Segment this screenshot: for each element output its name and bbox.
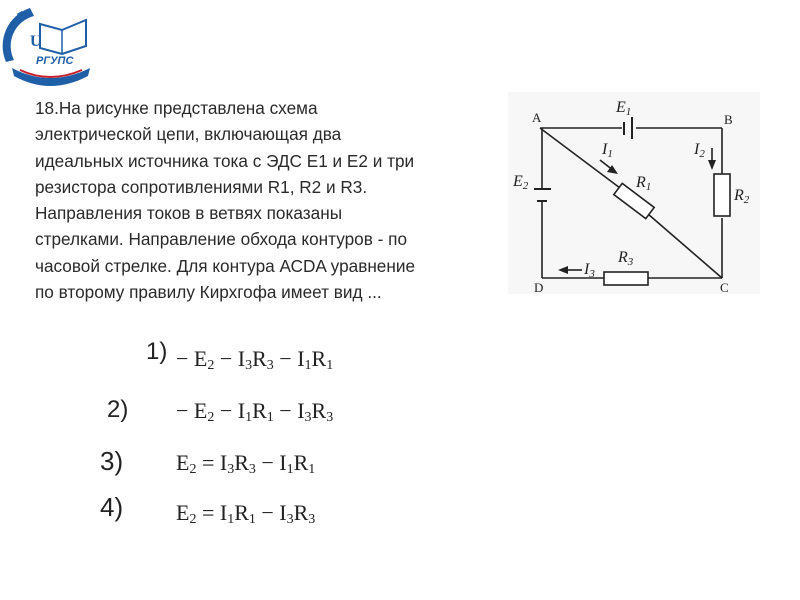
- option-3-formula[interactable]: $E_2 = I_3R_3 - I_1R_1$: [176, 450, 316, 477]
- i3-label: I3: [584, 261, 595, 280]
- logo-letter: U: [30, 33, 42, 50]
- question-text: 18.На рисунке представлена схема электрической цепи, включающая два идеальных источника тока с ЭДС Е1 и Е2 и три резистора сопротивлениями R1, R2 и R3. Направления токов в ветвях показаны стрелками. Направление обхода контуров - по часовой стрелке. Для контура АСDA уравнение по второму правилу Кирхгофа имеет вид ...: [35, 98, 416, 303]
- option-4-number[interactable]: 4): [100, 492, 124, 522]
- r3-label: R3: [618, 249, 634, 268]
- r2-resistor: [714, 174, 730, 216]
- i2-arrow: [708, 148, 716, 170]
- r3-resistor: [604, 272, 648, 285]
- option-4-formula[interactable]: $E_2 = I_1R_1 - I_3R_3$: [176, 500, 316, 527]
- i3-arrow: [558, 266, 582, 274]
- node-b-label: B: [724, 112, 733, 127]
- i1-label: I1: [602, 141, 613, 160]
- option-1-formula[interactable]: − $E_2 - I_3R_3 - I_1R_1$: [176, 346, 334, 373]
- node-c-label: C: [720, 280, 729, 294]
- i1-arrow: [600, 160, 618, 174]
- option-2-formula[interactable]: − $E_2 - I_1R_1 - I_3R_3$: [176, 398, 334, 425]
- option-2-number[interactable]: 2): [107, 396, 129, 423]
- r2-label: R2: [734, 187, 750, 206]
- node-a-label: A: [532, 110, 542, 125]
- university-logo: [0, 0, 100, 95]
- logo-book-icon: [40, 20, 86, 54]
- r1-label: R1: [636, 174, 652, 193]
- e1-label: E1: [616, 99, 632, 118]
- option-3-number[interactable]: 3): [100, 446, 124, 476]
- logo-text: РГУПС: [36, 55, 74, 67]
- node-d-label: D: [534, 280, 544, 294]
- e2-label: E2: [513, 173, 529, 192]
- circuit-diagram: [508, 92, 760, 294]
- i2-label: I2: [694, 141, 705, 160]
- option-1-number[interactable]: 1): [146, 338, 168, 365]
